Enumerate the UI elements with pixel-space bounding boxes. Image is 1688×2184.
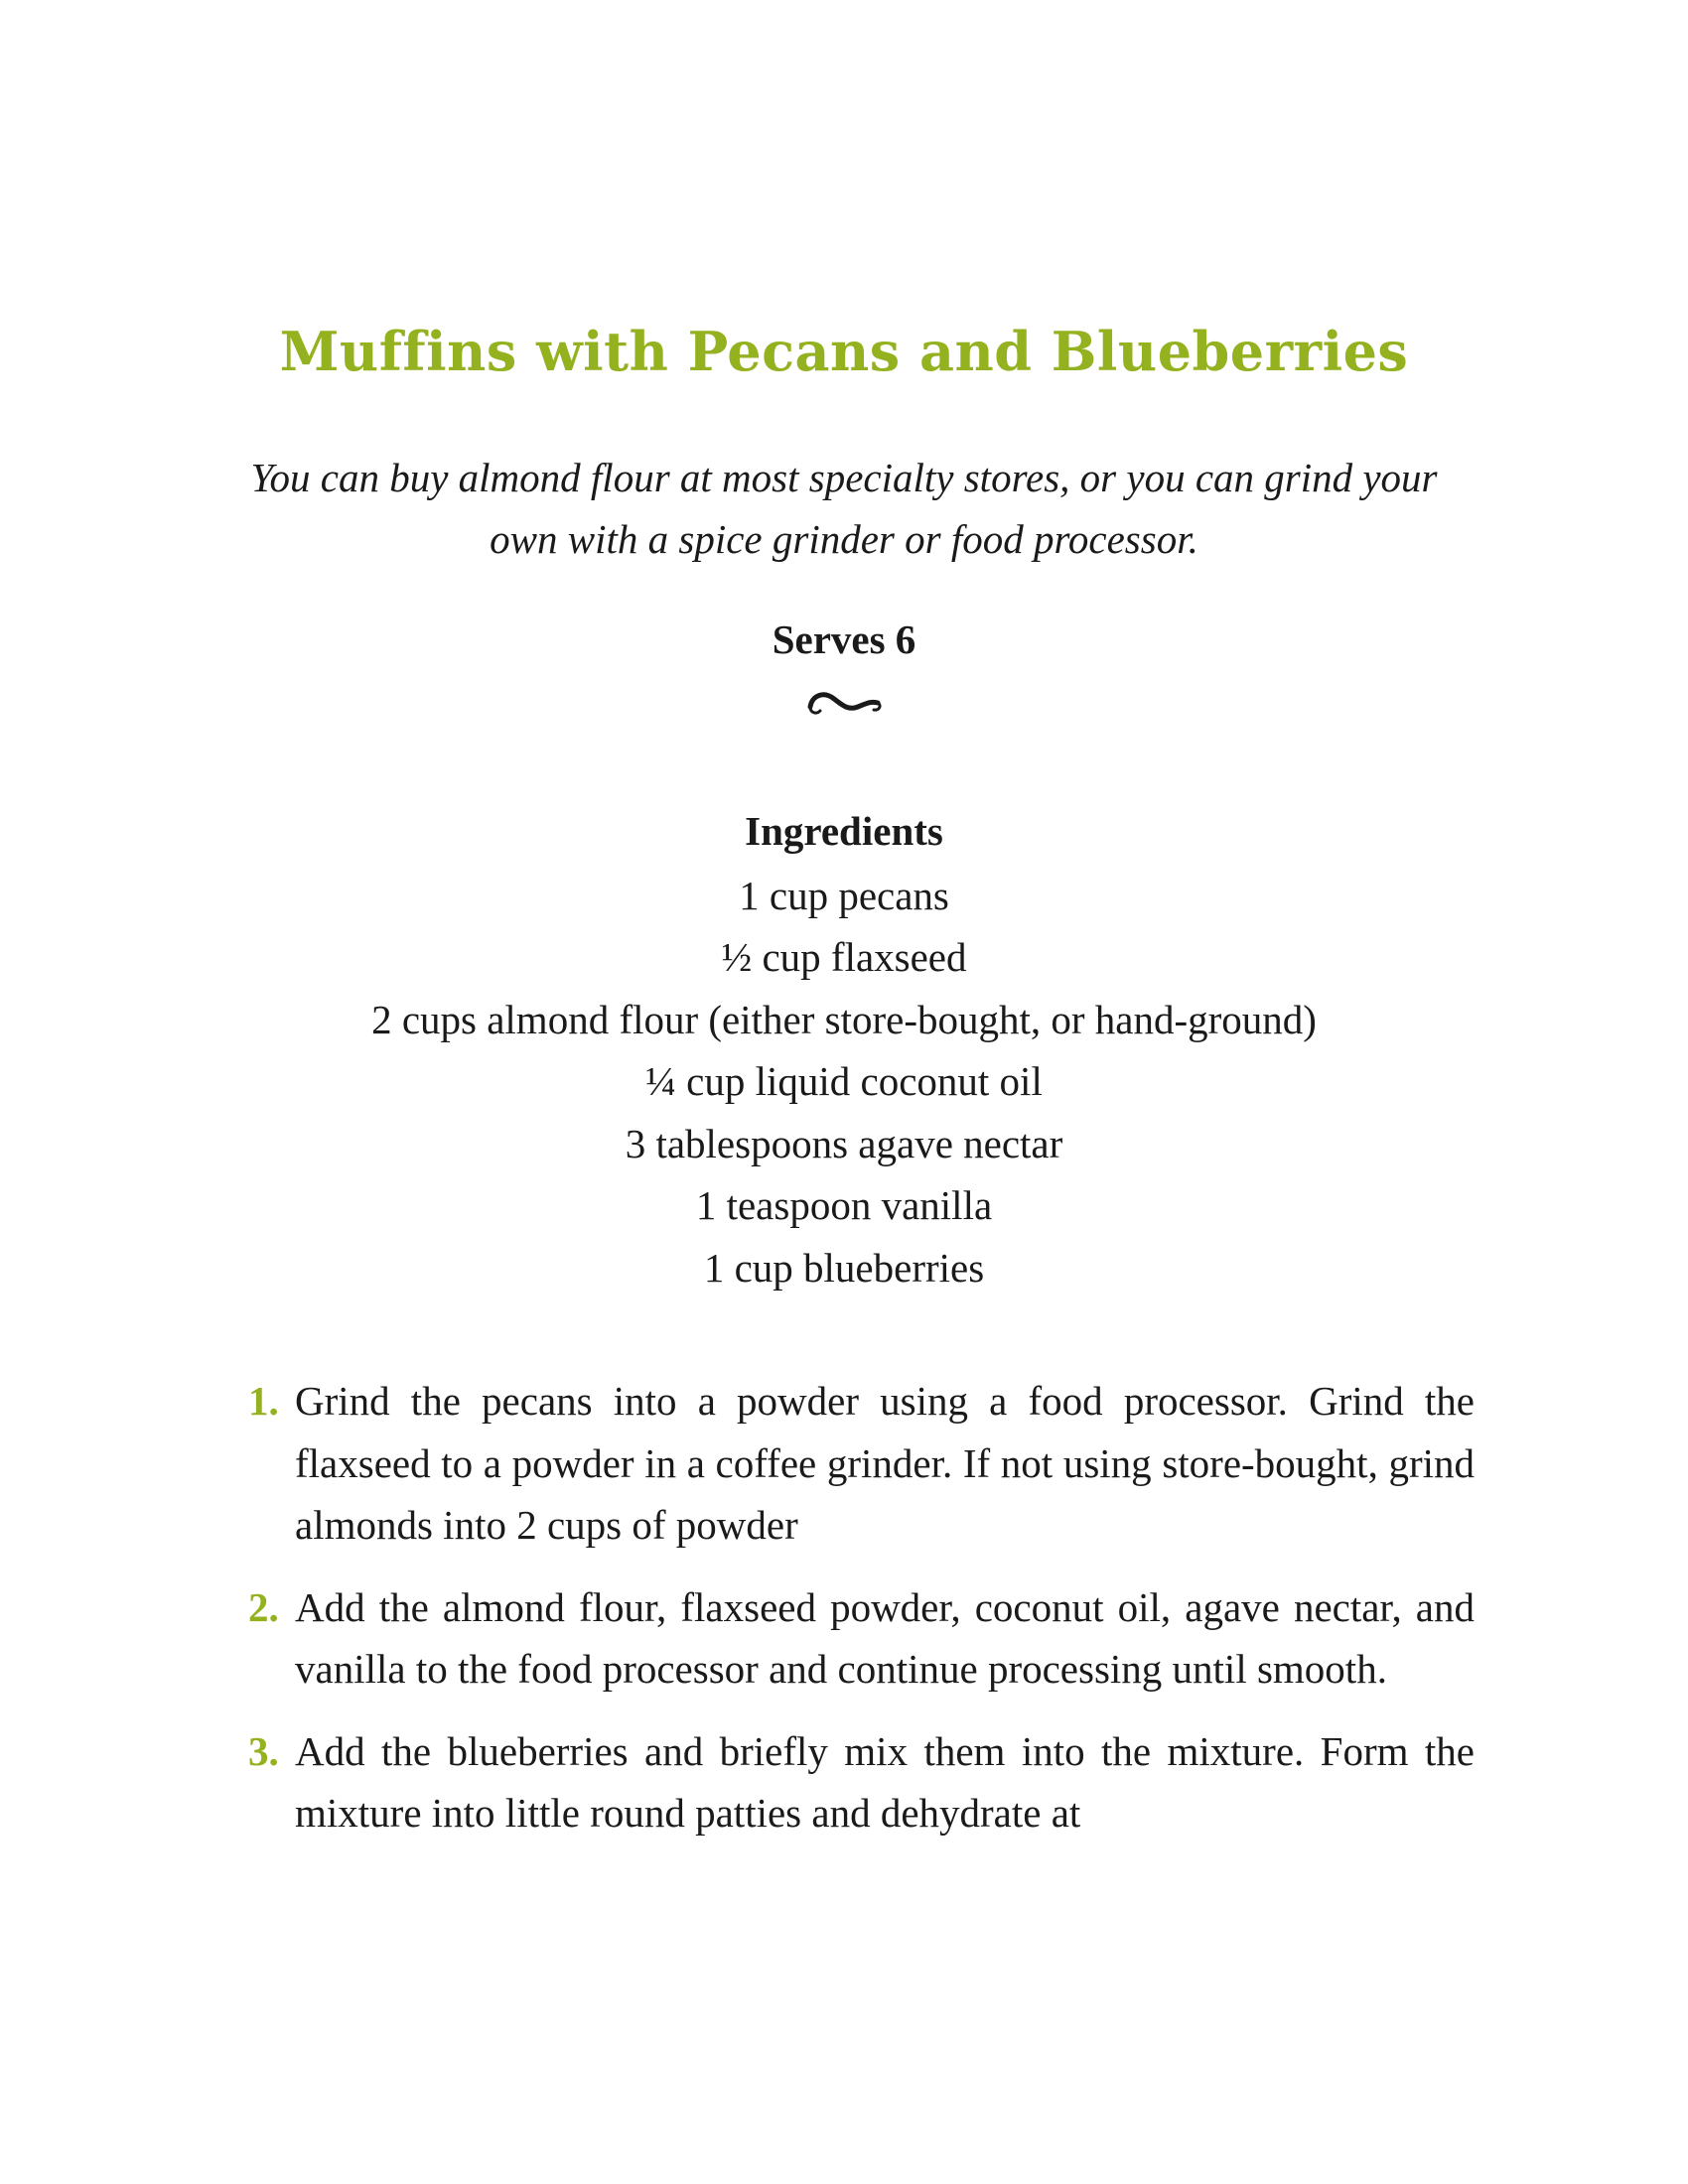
ingredient-item: 2 cups almond flour (either store-bought, or hand-ground) [371, 996, 1317, 1042]
instruction-step [248, 1576, 1475, 1701]
recipe-intro: You can buy almond flour at most specialty stores, or you can grind your own with a spice grinder or food processor. [250, 455, 1438, 562]
step-text: Add the almond flour, flaxseed powder, coconut oil, agave nectar, and vanilla to the food processor and continue processing until smooth. [295, 1583, 1475, 1692]
ingredients-section [0, 800, 1688, 1298]
ingredient-item: 1 teaspoon vanilla [695, 1182, 993, 1228]
ingredient-item: 1 cup blueberries [703, 1244, 985, 1291]
swash-ornament-icon [804, 683, 884, 723]
step-number: 2. [248, 1583, 279, 1630]
step-number: 3. [248, 1727, 279, 1774]
ingredient-item: ½ cup flaxseed [721, 934, 967, 980]
ingredient-item: ¼ cup liquid coconut oil [645, 1058, 1043, 1104]
instruction-step [248, 1370, 1475, 1557]
recipe-title: Muffins with Pecans and Blueberries [279, 320, 1409, 383]
ingredients-heading: Ingredients [745, 808, 943, 854]
instruction-step [248, 1720, 1475, 1844]
ingredient-item: 1 cup pecans [739, 872, 949, 918]
instructions-list [248, 1370, 1475, 1864]
serves-count: Serves 6 [772, 616, 916, 662]
ingredient-item: 3 tablespoons agave nectar [625, 1120, 1063, 1166]
step-text: Grind the pecans into a powder using a food processor. Grind the flaxseed to a powder in a coffee grinder. If not using store-bought, grind almonds into 2 cups of powder [295, 1378, 1475, 1548]
step-text: Add the blueberries and briefly mix them into the mixture. Form the mixture into little round patties and dehydrate at [295, 1727, 1475, 1836]
step-number: 1. [248, 1378, 279, 1424]
